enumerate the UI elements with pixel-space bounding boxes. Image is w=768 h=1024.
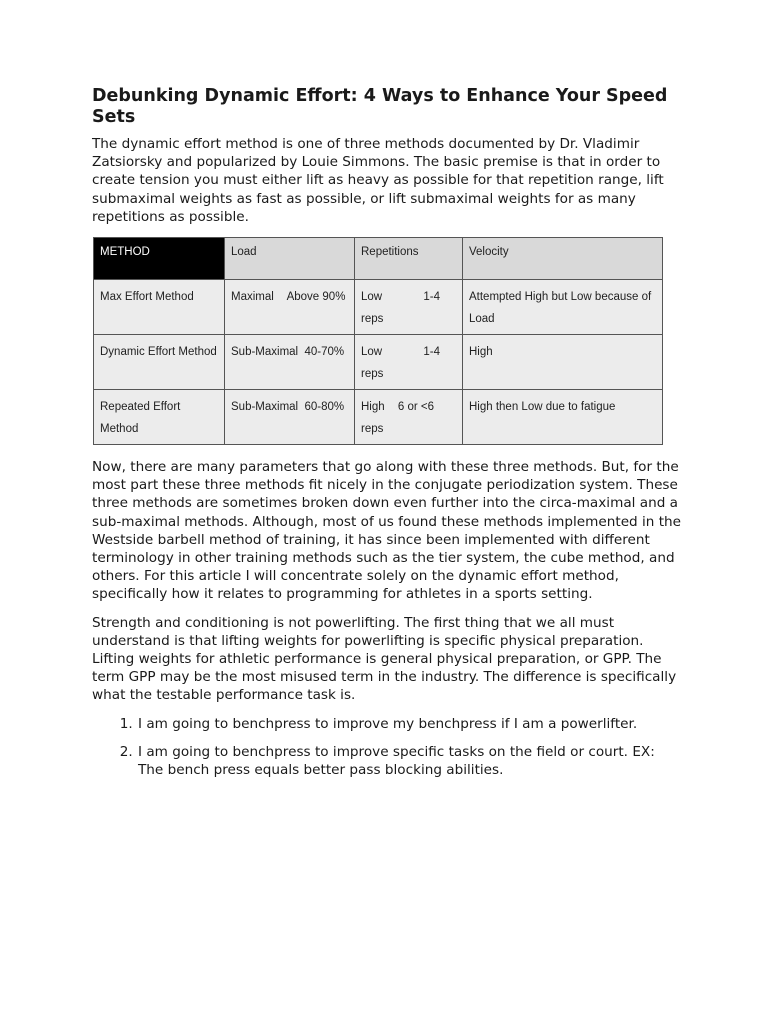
cell-repetitions: High 6 or <6 reps	[355, 390, 463, 445]
methods-table-image	[93, 237, 663, 445]
table-row	[94, 335, 663, 390]
header-velocity: Velocity	[463, 238, 663, 280]
cell-repetitions: Low 1-4 reps	[355, 280, 463, 335]
table-row	[94, 280, 663, 335]
cell-repetitions: Low 1-4 reps	[355, 335, 463, 390]
cell-velocity: Attempted High but Low because of Load	[463, 280, 663, 335]
cell-load: Sub-Maximal 40-70%	[225, 335, 355, 390]
list-item: 2. I am going to benchpress to improve specific tasks on the field or court. EX: The bench press equals better pass blocking abilities.	[137, 743, 682, 779]
cell-method: Max Effort Method	[94, 280, 225, 335]
methods-table	[93, 237, 663, 445]
document-page	[92, 86, 682, 789]
cell-velocity: High then Low due to fatigue	[463, 390, 663, 445]
table-row	[94, 390, 663, 445]
article-title: Debunking Dynamic Effort: 4 Ways to Enhance Your Speed Sets	[92, 86, 668, 127]
header-method: METHOD	[94, 238, 225, 280]
table-header-row	[94, 238, 663, 280]
cell-load: Maximal Above 90%	[225, 280, 355, 335]
cell-load: Sub-Maximal 60-80%	[225, 390, 355, 445]
body-paragraph: Now, there are many parameters that go along with these three methods. But, for the most part these three methods fit nicely in the conjugate periodization system. These three methods are sometimes broken down even further into the circa-maximal and a sub-maximal methods. Although, most of us found these methods implemented in the Westside barbell method of training, it has since been implemented with different terminology in other training methods such as the tier system, the cube method, and others. For this article I will concentrate solely on the dynamic effort method, specifically how it relates to programming for athletes in a sports setting.	[92, 459, 682, 603]
cell-method: Repeated Effort Method	[94, 390, 225, 445]
numbered-list	[92, 715, 682, 780]
header-load: Load	[225, 238, 355, 280]
cell-velocity: High	[463, 335, 663, 390]
intro-paragraph: The dynamic effort method is one of three methods documented by Dr. Vladimir Zatsiorsky and popularized by Louie Simmons. The basic premise is that in order to create tension you must either lift as heavy as possible for that repetition range, lift submaximal weights as fast as possible, or lift submaximal weights for as many repetitions as possible.	[92, 136, 664, 225]
header-repetitions: Repetitions	[355, 238, 463, 280]
cell-method: Dynamic Effort Method	[94, 335, 225, 390]
body-paragraph: Strength and conditioning is not powerlifting. The first thing that we all must understand is that lifting weights for powerlifting is specific physical preparation. Lifting weights for athletic performance is general physical preparation, or GPP. The term GPP may be the most misused term in the industry. The difference is specifically what the testable performance task is.	[92, 614, 677, 704]
list-item: 1. I am going to benchpress to improve my benchpress if I am a powerlifter.	[137, 715, 682, 733]
